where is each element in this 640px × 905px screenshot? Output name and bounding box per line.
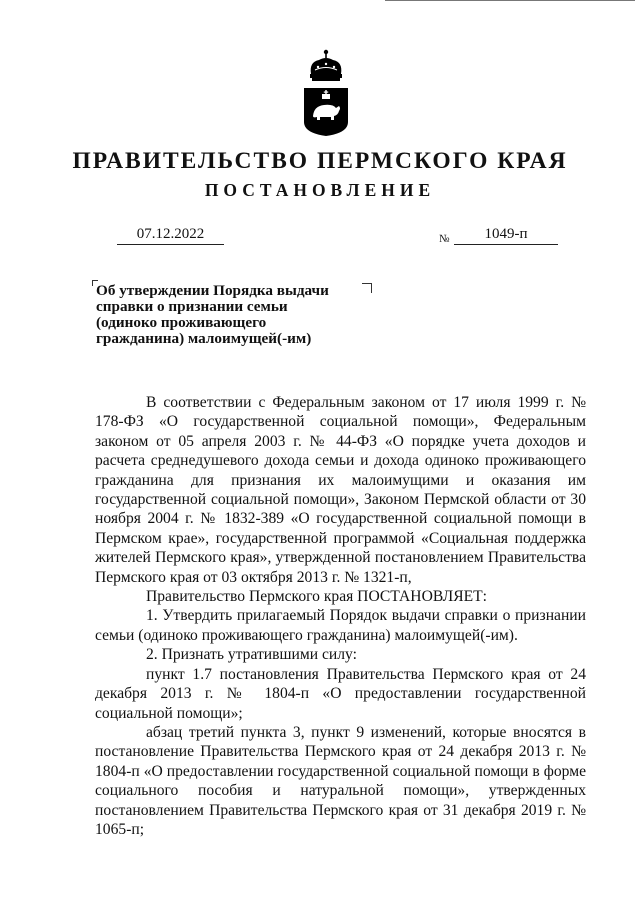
document-number: 1049-п — [454, 226, 558, 245]
repeal-item-paragraph: абзац третий пункта 3, пункт 9 изменений, которые вносятся в постановление Правительства Пермского края от 24 декабря 2013 г. № 1804-п «О предоставлении государственной социальной помощи в форме социального пособия и натуральной помощи», утвержденных постановлением Правительства Пермского края от 31 декабря 2019 г. № 1065-п; — [95, 723, 586, 838]
clause-2-paragraph: 2. Признать утратившими силу: — [146, 646, 357, 664]
subject-bracket-right — [362, 283, 372, 293]
resolution-paragraph: Правительство Пермского края ПОСТАНОВЛЯЕТ: — [146, 588, 487, 606]
organization-title: ПРАВИТЕЛЬСТВО ПЕРМСКОГО КРАЯ — [72, 148, 568, 174]
number-sign: № — [439, 233, 450, 245]
preamble-paragraph: В соответствии с Федеральным законом от 17 июля 1999 г. № 178-ФЗ «О государственной социальной помощи», Федеральным законом от 05 апреля 2003 г. № 44-ФЗ «О порядке учета доходов и расчета среднедушевого дохода семьи и дохода одиноко проживающего гражданина для признания их малоимущими и оказания им государственной социальной помощи», Законом Пермской области от 30 ноября 2004 г. № 1832-389 «О государственной социальной помощи в Пермском крае», государственной программой «Социальная поддержка жителей Пермского края», утвержденной постановлением Правительства Пермского края от 03 октября 2013 г. № 1321-п, — [95, 394, 586, 586]
clause-1-paragraph: 1. Утвердить прилагаемый Порядок выдачи справки о признании семьи (одиноко проживающего гражданина) малоимущей(-им). — [95, 607, 586, 644]
perm-krai-coat-of-arms-icon — [303, 48, 349, 136]
document-body — [95, 393, 586, 839]
top-rule — [385, 0, 635, 2]
document-subject — [96, 283, 346, 347]
subject-line: гражданина) малоимущей(-им) — [96, 330, 312, 347]
subject-line: Об утверждении Порядка выдачи — [96, 282, 329, 299]
document-type: ПОСТАНОВЛЕНИЕ — [204, 180, 436, 200]
subject-line: (одиноко проживающего — [96, 314, 267, 331]
subject-line: справки о признании семьи — [96, 298, 288, 315]
document-date: 07.12.2022 — [117, 226, 224, 245]
repeal-item-paragraph: пункт 1.7 постановления Правительства Пермского края от 24 декабря 2013 г. № 1804-п «О предоставлении государственной социальной помощи»; — [95, 665, 586, 722]
